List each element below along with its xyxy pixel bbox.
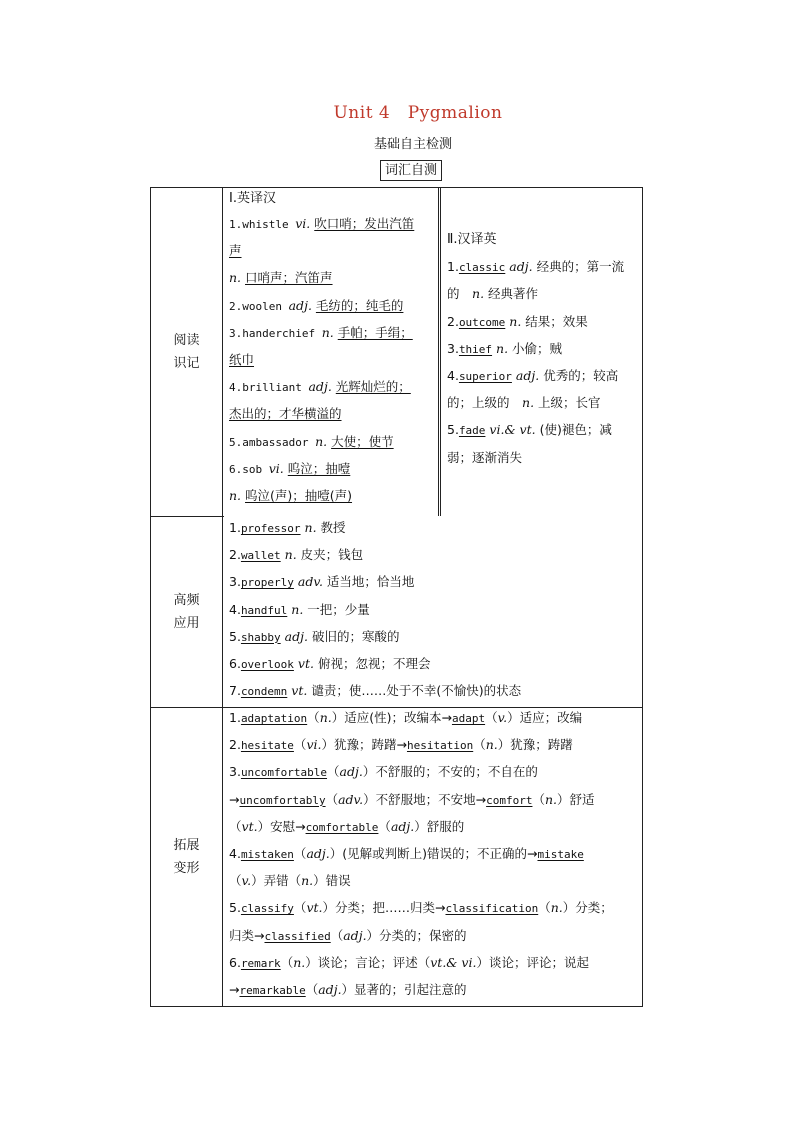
category-frequent-line2: 应用	[173, 615, 200, 631]
answer-text: overlook	[240, 657, 294, 671]
answer-text: 吹口哨；发出汽笛	[314, 216, 415, 231]
reading-cn-en-line	[447, 308, 639, 335]
answer-text: adapt	[451, 712, 486, 725]
part-of-speech: adj.	[308, 379, 332, 395]
part-of-speech: vi.	[295, 216, 311, 231]
part-of-speech: n.	[550, 900, 563, 916]
reading-en-cn-heading: Ⅰ.英译汉	[229, 191, 276, 206]
answer-text: 杰出的；才华横溢的	[229, 406, 342, 422]
reading-cn-en-line	[447, 389, 639, 416]
expand-lines	[229, 704, 641, 1003]
reading-en-cn-line	[229, 237, 437, 264]
entry-text: ）分类；	[562, 900, 613, 916]
category-expand	[151, 707, 223, 1006]
entry-text: ）弄错（	[251, 873, 302, 889]
entry-text: 小偷；贼	[508, 340, 563, 356]
part-of-speech: n.	[485, 737, 498, 753]
entry-text: 一把；少量	[303, 601, 370, 617]
entry-text: 1.	[447, 259, 459, 275]
entry-text: ）分类的；保密的	[366, 927, 467, 943]
vocab-table	[150, 187, 643, 1007]
entry-text: ）谈论；评论；说起	[476, 954, 589, 970]
entry-text: →	[229, 791, 240, 807]
category-reading	[151, 188, 223, 516]
entry-text: ）(见解或判断上)错误的；不正确的→	[329, 845, 538, 861]
reading-en-cn-line	[229, 292, 437, 319]
entry-text: 1.	[229, 520, 241, 535]
entry-text: (使)褪色；减	[535, 422, 612, 438]
entry-text: ）犹豫；踌躇→	[321, 737, 407, 753]
part-of-speech: n.	[472, 286, 485, 302]
answer-text: wallet	[240, 549, 281, 563]
part-of-speech: n.	[315, 433, 328, 449]
entry-text: （	[293, 900, 307, 916]
entry-text: 归类→	[229, 927, 265, 943]
reading-en-cn-line	[229, 319, 437, 346]
entry-text: ）适应；改编	[507, 710, 583, 725]
part-of-speech: v.	[497, 710, 508, 725]
reading-cn-en-line	[447, 416, 639, 443]
part-of-speech: vt.	[306, 900, 323, 916]
part-of-speech: n.	[544, 791, 557, 807]
answer-text: thief	[458, 342, 493, 356]
entry-text: 经典的；第一流	[532, 259, 625, 275]
answer-text: adaptation	[240, 712, 308, 725]
entry-text: 4.brilliant	[229, 381, 309, 395]
part-of-speech: vt.	[291, 683, 308, 699]
answer-text: 光辉灿烂的；	[335, 379, 411, 395]
entry-text: 破旧的；寒酸的	[307, 628, 400, 644]
entry-text: （	[280, 954, 294, 970]
part-of-speech: adj.	[284, 628, 308, 644]
part-of-speech: adj.	[343, 927, 367, 943]
entry-text: 4.	[229, 845, 241, 861]
part-of-speech: n.	[522, 395, 535, 411]
answer-text: 纸巾	[229, 351, 255, 367]
entry-text: 结果；效果	[521, 313, 588, 329]
answer-text: hesitation	[406, 739, 474, 753]
part-of-speech: v.	[241, 873, 252, 889]
answer-text: 毛纺的；纯毛的	[315, 297, 404, 313]
entry-text: （	[327, 764, 340, 780]
column-divider	[438, 188, 439, 516]
part-of-speech: vt.& vi.	[430, 954, 477, 970]
entry-text: 6.sob	[229, 462, 269, 476]
answer-text: superior	[458, 369, 512, 383]
reading-cn-en-line	[447, 444, 639, 471]
part-of-speech: n.	[229, 487, 242, 503]
frequent-line	[229, 677, 639, 704]
entry-text: ）犹豫；踌躇	[497, 737, 573, 753]
entry-text: ）显著的；引起注意的	[341, 981, 467, 997]
entry-text: ）舒适	[557, 791, 595, 807]
reading-en-cn-line	[229, 264, 437, 291]
expand-cell	[229, 704, 641, 1003]
frequent-lines	[229, 514, 639, 704]
expand-line	[229, 704, 641, 731]
part-of-speech: adj.	[318, 981, 342, 997]
expand-line	[229, 813, 641, 840]
category-reading-line1: 阅读	[173, 333, 200, 348]
entry-text: 2.woolen	[229, 299, 289, 313]
part-of-speech: vi.& vt.	[489, 422, 536, 438]
frequent-line	[229, 596, 639, 623]
answer-text: properly	[240, 576, 294, 590]
reading-cn-en-line	[447, 280, 639, 307]
reading-en-cn-line	[229, 210, 437, 237]
reading-cn-en-line	[447, 362, 639, 389]
answer-text: 呜泣；抽噎	[287, 460, 351, 476]
frequent-line	[229, 514, 639, 541]
expand-line	[229, 758, 641, 785]
category-frequent	[151, 516, 223, 707]
entry-text: （	[538, 900, 551, 916]
category-reading-line2: 识记	[173, 356, 200, 371]
entry-text: 3.	[229, 574, 241, 590]
section-label: 词汇自测	[380, 160, 442, 181]
expand-line	[229, 786, 641, 813]
part-of-speech: n.	[284, 547, 297, 563]
part-of-speech: adj.	[306, 845, 330, 861]
expand-line	[229, 840, 641, 867]
frequent-cell	[229, 514, 639, 704]
answer-text: outcome	[458, 315, 506, 329]
row-divider	[151, 516, 224, 517]
part-of-speech: n.	[319, 710, 332, 725]
part-of-speech: n.	[293, 954, 306, 970]
entry-text: ）分类；把……归类→	[322, 900, 446, 916]
entry-text: 3.	[229, 764, 241, 780]
reading-en-cn-cell	[229, 188, 437, 509]
part-of-speech: adj.	[390, 818, 415, 834]
expand-line	[229, 867, 641, 894]
entry-text: 1.whistle	[229, 218, 296, 231]
answer-text: remark	[240, 956, 281, 970]
entry-text: 教授	[316, 520, 346, 535]
entry-text: （	[229, 873, 242, 889]
answer-text: condemn	[240, 685, 288, 699]
part-of-speech: n.	[304, 520, 317, 535]
answer-text: 声	[229, 243, 242, 259]
entry-text: （	[293, 845, 307, 861]
page-title: Unit 4 Pygmalion	[333, 103, 503, 123]
answer-text: handful	[240, 603, 288, 617]
answer-text: mistaken	[240, 847, 294, 861]
part-of-speech: n.	[291, 601, 304, 617]
part-of-speech: adj.	[339, 764, 363, 780]
frequent-line	[229, 650, 639, 677]
part-of-speech: n.	[229, 270, 242, 286]
category-expand-line2: 变形	[173, 860, 200, 876]
entry-text: ）舒服的	[414, 818, 465, 834]
entry-text: →	[229, 981, 240, 997]
entry-text: （	[330, 927, 344, 943]
entry-text: 俯视；忽视；不理会	[313, 655, 431, 671]
entry-text: 3.	[447, 340, 459, 356]
entry-text: 弱；逐渐消失	[447, 449, 523, 465]
answer-text: classified	[264, 929, 331, 943]
answer-text: 手帕；手绢；	[337, 324, 413, 340]
column-divider	[440, 188, 441, 516]
part-of-speech: adv.	[297, 574, 323, 590]
entry-text: 6.	[229, 954, 241, 970]
entry-text: 5.	[447, 422, 459, 438]
expand-line	[229, 731, 641, 758]
part-of-speech: vi.	[306, 737, 322, 753]
entry-text: （	[378, 818, 391, 834]
entry-text: 5.	[229, 900, 241, 916]
entry-text: ）谈论；言论；评述（	[305, 954, 431, 970]
entry-text: ）错误	[313, 873, 351, 889]
answer-text: comfort	[486, 793, 533, 807]
entry-text: （	[293, 737, 307, 753]
answer-text: 口哨声；汽笛声	[245, 270, 333, 286]
entry-text: 1.	[229, 710, 241, 725]
answer-text: professor	[240, 522, 301, 535]
part-of-speech: n.	[301, 873, 314, 889]
reading-en-cn-lines	[229, 210, 437, 509]
answer-text: comfortable	[305, 820, 379, 834]
answer-text: remarkable	[239, 983, 306, 997]
entry-text: （	[532, 791, 545, 807]
entry-text: 4.	[447, 367, 459, 383]
entry-text: 上级；长官	[534, 395, 601, 411]
entry-text: ）适应(性)；改编本→	[331, 710, 452, 725]
frequent-line	[229, 568, 639, 595]
part-of-speech: adj.	[509, 259, 533, 275]
entry-text: 6.	[229, 655, 241, 671]
answer-text: classify	[240, 902, 294, 916]
answer-text: shabby	[240, 630, 281, 644]
entry-text: （	[305, 981, 319, 997]
entry-text: （	[229, 818, 242, 834]
reading-en-cn-line	[229, 400, 437, 427]
entry-text: 的	[447, 286, 473, 302]
frequent-line	[229, 623, 639, 650]
reading-en-cn-line	[229, 455, 437, 482]
entry-text: （	[473, 737, 486, 753]
expand-line	[229, 949, 641, 976]
reading-en-cn-line	[229, 428, 437, 455]
entry-text: 2.	[229, 737, 241, 753]
entry-text: （	[485, 710, 498, 725]
entry-text: ）不舒服的；不安的；不自在的	[362, 764, 538, 780]
reading-cn-en-line	[447, 335, 639, 362]
expand-line	[229, 976, 641, 1003]
part-of-speech: vt.	[241, 818, 258, 834]
entry-text: 2.	[447, 313, 459, 329]
entry-text: ）安慰→	[257, 818, 306, 834]
entry-text: 皮夹；钱包	[296, 547, 364, 563]
reading-en-cn-line	[229, 482, 437, 509]
entry-text: 适当地；恰当地	[322, 574, 415, 590]
answer-text: classic	[458, 261, 506, 275]
category-frequent-line1: 高频	[173, 592, 200, 608]
reading-cn-en-line	[447, 253, 639, 280]
part-of-speech: adj.	[515, 367, 540, 383]
part-of-speech: n.	[509, 313, 522, 329]
frequent-line	[229, 541, 639, 568]
answer-text: fade	[458, 424, 486, 438]
entry-text: 优秀的；较高	[539, 367, 619, 383]
part-of-speech: n.	[321, 324, 334, 340]
entry-text: 经典著作	[484, 286, 539, 302]
expand-line	[229, 894, 641, 921]
entry-text: 5.	[229, 628, 241, 644]
reading-cn-en-cell	[447, 226, 639, 471]
reading-en-cn-line	[229, 373, 437, 400]
expand-line	[229, 922, 641, 949]
reading-cn-en-lines	[447, 253, 639, 471]
answer-text: 呜泣(声)；抽噎(声)	[245, 487, 353, 503]
part-of-speech: vt.	[297, 655, 314, 671]
category-expand-line1: 拓展	[173, 837, 200, 853]
entry-text: 的；上级的	[447, 395, 523, 411]
part-of-speech: vi.	[268, 460, 284, 476]
answer-text: hesitate	[240, 739, 294, 753]
entry-text: 3.handerchief	[229, 326, 322, 340]
entry-text: 4.	[229, 601, 241, 617]
answer-text: 大使；使节	[331, 433, 394, 449]
answer-text: classification	[445, 902, 539, 916]
entry-text: ）不舒服地；不安地→	[363, 791, 487, 807]
page-subtitle: 基础自主检测	[373, 137, 452, 152]
part-of-speech: adv.	[338, 791, 364, 807]
reading-en-cn-line	[229, 346, 437, 373]
entry-text: （	[307, 710, 320, 725]
entry-text: 7.	[229, 683, 241, 699]
answer-text: mistake	[537, 847, 584, 861]
part-of-speech: adj.	[288, 297, 312, 313]
entry-text: 谴责；使……处于不幸(不愉快)的状态	[307, 683, 522, 699]
entry-text: 2.	[229, 547, 241, 563]
reading-cn-en-heading: Ⅱ.汉译英	[447, 232, 497, 247]
part-of-speech: n.	[496, 340, 509, 356]
answer-text: uncomfortable	[240, 766, 328, 780]
entry-text: （	[325, 791, 339, 807]
answer-text: uncomfortably	[239, 793, 326, 807]
entry-text: 5.ambassador	[229, 435, 316, 449]
